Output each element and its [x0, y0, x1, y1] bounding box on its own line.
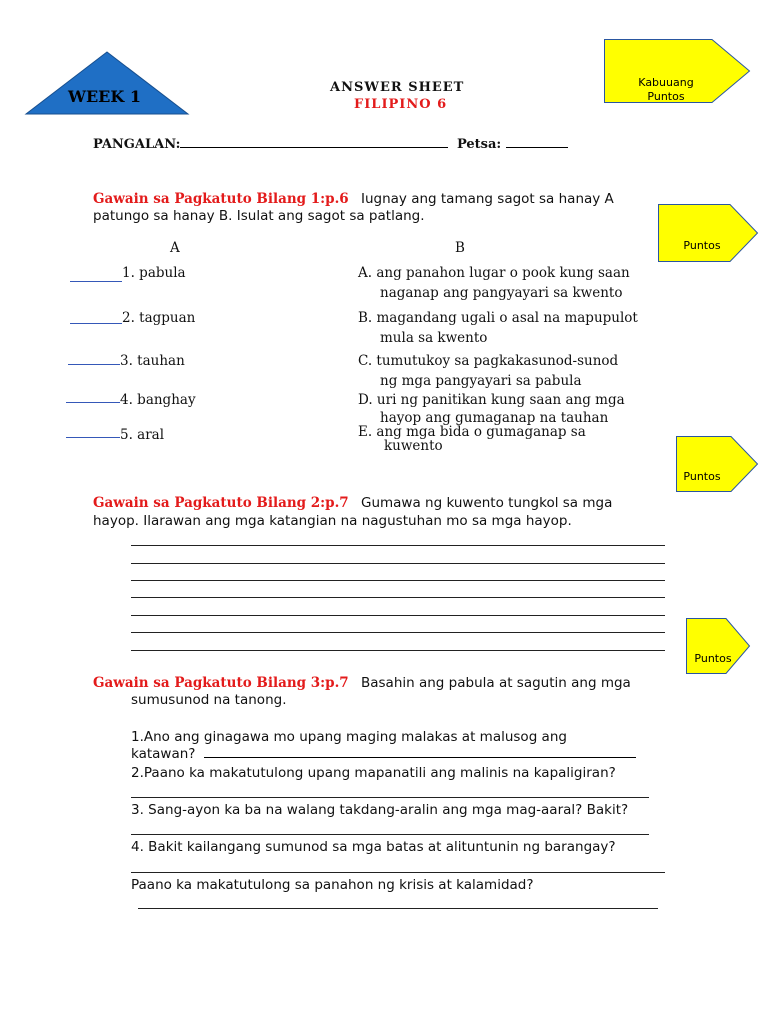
item-b-2	[358, 308, 638, 348]
answer-line-4[interactable]	[131, 872, 665, 873]
task3-score-label: Puntos	[694, 652, 732, 665]
item-b-4-line1: D. uri ng panitikan kung saan ang mga	[358, 392, 625, 408]
answer-blank-4[interactable]	[66, 402, 120, 403]
question-4: 4. Bakit kailangang sumunod sa mga batas at alituntunin ng barangay?	[131, 839, 616, 855]
name-field[interactable]	[180, 147, 448, 148]
total-score-line1: Kabuuang	[638, 76, 694, 89]
task1-instr-line1: Iugnay ang tamang sagot sa hanay A	[360, 191, 614, 207]
column-b-header: B	[455, 240, 465, 256]
story-line-6[interactable]	[131, 632, 665, 633]
task2-score-label: Puntos	[683, 470, 721, 483]
question-1-line1: 1.Ano ang ginagawa mo upang maging malakas at malusog ang	[131, 729, 567, 745]
item-b-1-line2: naganap ang pangyayari sa kwento	[380, 285, 623, 301]
task3-instr-line1: Basahin ang pabula at sagutin ang mga	[360, 675, 631, 691]
task1-instr-line2: patungo sa hanay B. Isulat ang sagot sa patlang.	[93, 208, 425, 224]
story-line-7[interactable]	[131, 650, 665, 651]
column-a-header: A	[170, 240, 180, 256]
task2-instr-line2: hayop. Ilarawan ang mga katangian na nagustuhan mo sa mga hayop.	[93, 513, 572, 529]
total-score-label	[620, 76, 712, 104]
task1-label: Gawain sa Pagkatuto Bilang 1:p.6	[93, 191, 349, 207]
answer-blank-3[interactable]	[68, 364, 120, 365]
week-label: WEEK 1	[68, 87, 141, 106]
item-b-3	[358, 351, 618, 391]
name-label: PANGALAN:	[93, 137, 181, 152]
answer-line-2[interactable]	[131, 797, 649, 798]
date-field[interactable]	[506, 147, 568, 148]
story-line-5[interactable]	[131, 615, 665, 616]
task3-label: Gawain sa Pagkatuto Bilang 3:p.7	[93, 675, 349, 691]
item-b-2-line2: mula sa kwento	[380, 330, 488, 346]
name-row	[93, 136, 568, 153]
story-line-3[interactable]	[131, 580, 665, 581]
question-1-line2	[131, 746, 636, 763]
task1-score-flag	[658, 204, 758, 262]
item-b-4-line2: hayop ang gumaganap na tauhan	[380, 410, 609, 426]
story-line-1[interactable]	[131, 545, 665, 546]
answer-blank-1[interactable]	[70, 281, 122, 282]
answer-blank-2[interactable]	[70, 323, 122, 324]
item-b-2-line1: B. magandang ugali o asal na mapupulot	[358, 310, 638, 326]
task2-instruction	[93, 495, 612, 512]
answer-line-3[interactable]	[131, 834, 649, 835]
page-title: ANSWER SHEET	[330, 80, 465, 95]
answer-line-5[interactable]	[138, 908, 658, 909]
item-b-4	[358, 390, 625, 428]
task1-instruction	[93, 191, 614, 208]
story-line-2[interactable]	[131, 563, 665, 564]
item-a-4: 4. banghay	[120, 392, 196, 408]
task3-instr-line2: sumusunod na tanong.	[131, 692, 287, 708]
question-2: 2.Paano ka makatutulong upang mapanatili ang malinis na kapaligiran?	[131, 765, 616, 781]
question-3: 3. Sang-ayon ka ba na walang takdang-aralin ang mga mag-aaral? Bakit?	[131, 802, 629, 818]
question-1-tail: katawan?	[131, 746, 196, 762]
item-b-5-line2: kuwento	[384, 438, 443, 454]
story-line-4[interactable]	[131, 597, 665, 598]
task2-label: Gawain sa Pagkatuto Bilang 2:p.7	[93, 495, 349, 511]
item-a-2: 2. tagpuan	[122, 310, 196, 326]
task2-instr-line1: Gumawa ng kuwento tungkol sa mga	[360, 495, 613, 511]
item-a-5: 5. aral	[120, 427, 165, 443]
total-score-line2: Puntos	[647, 90, 685, 103]
item-b-1	[358, 263, 630, 303]
item-a-3: 3. tauhan	[120, 353, 185, 369]
task1-score-label: Puntos	[683, 239, 721, 252]
item-a-1: 1. pabula	[122, 265, 186, 281]
subject-title: FILIPINO 6	[354, 97, 448, 112]
item-b-5-line1: E. ang mga bida o gumaganap sa	[358, 424, 586, 440]
answer-blank-5[interactable]	[66, 437, 120, 438]
item-b-5	[358, 425, 586, 453]
date-label: Petsa:	[456, 137, 502, 152]
item-b-1-line1: A. ang panahon lugar o pook kung saan	[358, 265, 630, 281]
answer-line-1[interactable]	[204, 757, 636, 758]
question-5: Paano ka makatutulong sa panahon ng krisis at kalamidad?	[131, 877, 534, 893]
task3-instruction	[93, 675, 631, 692]
item-b-3-line2: ng mga pangyayari sa pabula	[380, 373, 582, 389]
item-b-3-line1: C. tumutukoy sa pagkakasunod-sunod	[358, 353, 619, 369]
